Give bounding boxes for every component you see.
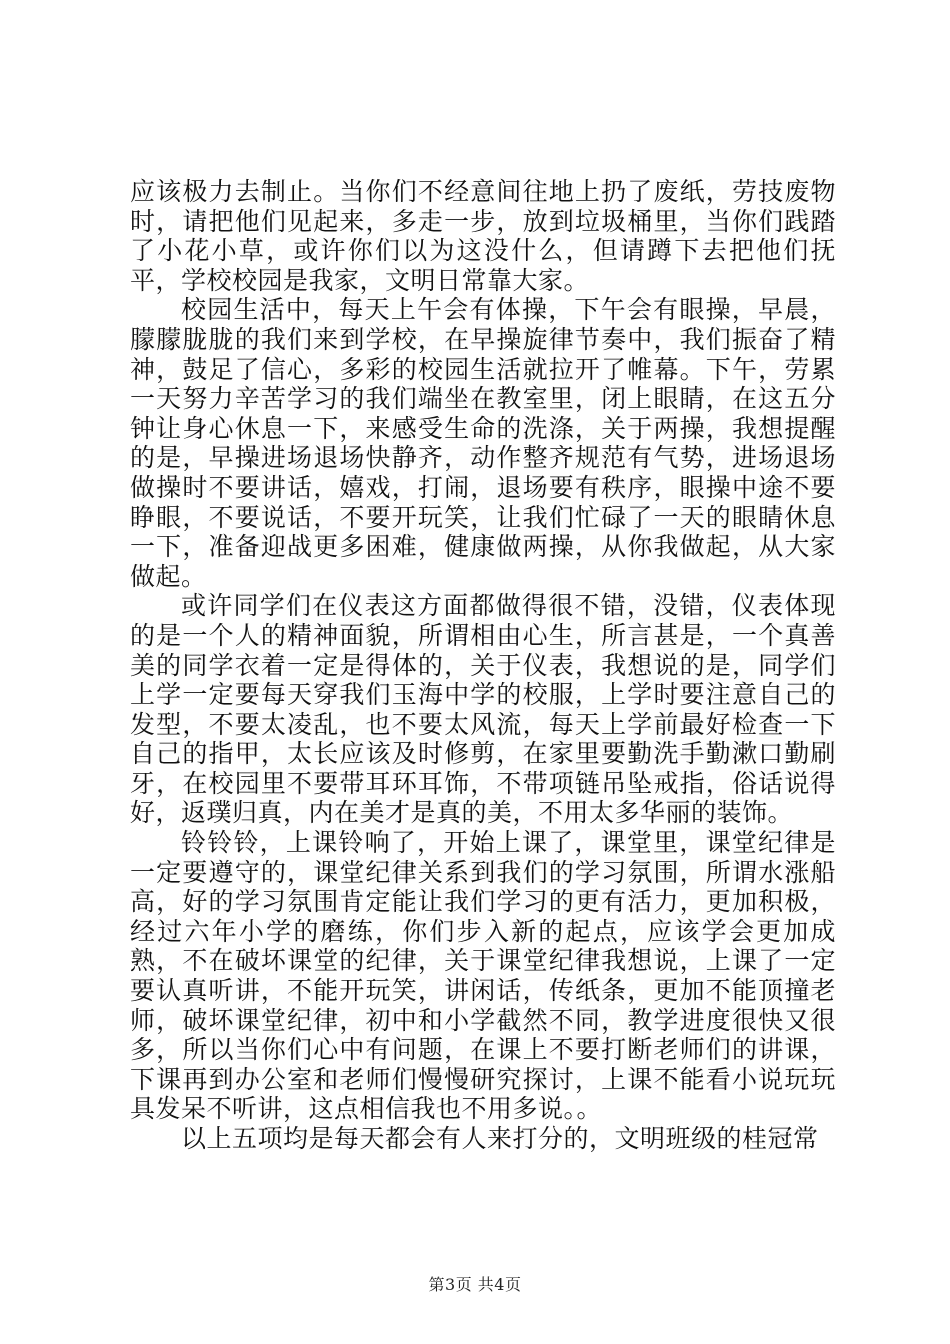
paragraph-exercises: 校园生活中，每天上午会有体操，下午会有眼操，早晨，朦朦胧胧的我们来到学校，在早操旋律节奏中，我们振奋了精神，鼓足了信心，多彩的校园生活就拉开了帷幕。下午，劳累一天努力辛苦学习的我们端坐在教室里，闭上眼睛，在这五分钟让身心休息一下，来感受生命的洗涤，关于两操，我想提醒的是，早操进场退场快静齐，动作整齐规范有气势，进场退场做操时不要讲话，嬉戏，打闹，退场要有秩序，眼操中途不要睁眼，不要说话，不要开玩笑，让我们忙碌了一天的眼睛休息一下，准备迎战更多困难，健康做两操，从你我做起，从大家做起。: [130, 295, 836, 591]
paragraph-classroom-discipline: 铃铃铃，上课铃响了，开始上课了，课堂里，课堂纪律是一定要遵守的，课堂纪律关系到我们的学习氛围，所谓水涨船高，好的学习氛围肯定能让我们学习的更有活力，更加积极，经过六年小学的磨练，你们步入新的起点，应该学会更加成熟，不在破坏课堂的纪律，关于课堂纪律我想说，上课了一定要认真听讲，不能开玩笑，讲闲话，传纸条，更加不能顶撞老师，破坏课堂纪律，初中和小学截然不同，教学进度很快又很多，所以当你们心中有问题，在课上不要打断老师们的讲课，下课再到办公室和老师们慢慢研究探讨，上课不能看小说玩玩具发呆不听讲，这点相信我也不用多说。。: [130, 828, 836, 1124]
document-page: [130, 177, 836, 1154]
paragraph-continuation: 应该极力去制止。当你们不经意间往地上扔了废纸，劳技废物时，请把他们见起来，多走一步，放到垃圾桶里，当你们践踏了小花小草，或许你们以为这没什么，但请蹲下去把他们抚平，学校校园是我家，文明日常靠大家。: [130, 177, 836, 295]
page-number-footer: 第3页 共4页: [428, 1275, 522, 1294]
paragraph-summary: 以上五项均是每天都会有人来打分的，文明班级的桂冠常: [181, 1124, 819, 1153]
paragraph-appearance: 或许同学们在仪表这方面都做得很不错，没错，仪表体现的是一个人的精神面貌，所谓相由心生，所言甚是，一个真善美的同学衣着一定是得体的，关于仪表，我想说的是，同学们上学一定要每天穿我们玉海中学的校服，上学时要注意自己的发型，不要太凌乱，也不要太风流，每天上学前最好检查一下自己的指甲，太长应该及时修剪，在家里要勤洗手勤漱口勤刷牙，在校园里不要带耳环耳饰，不带项链吊坠戒指，俗话说得好，返璞归真，内在美才是真的美，不用太多华丽的装饰。: [130, 591, 836, 828]
